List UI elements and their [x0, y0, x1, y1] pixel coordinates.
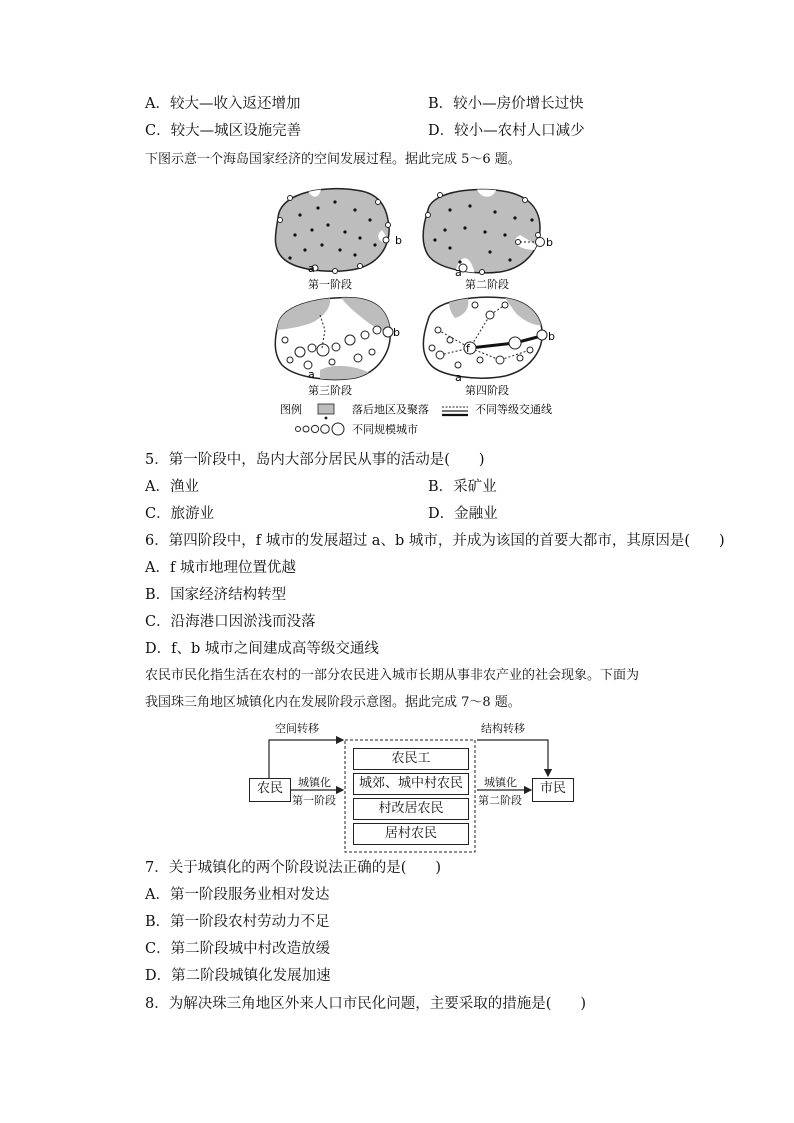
intro-5-6: 下图示意一个海岛国家经济的空间发展过程。据此完成 5～6 题。	[145, 152, 521, 167]
urbanization-flow-figure	[245, 718, 575, 856]
legend-backward-swatch	[318, 404, 334, 414]
q8-stem: 8．为解决珠三角地区外来人口市民化问题，主要采取的措施是( )	[145, 996, 587, 1012]
stage1-label-a: a	[308, 262, 315, 275]
q4-option-c: C．较大—城区设施完善	[145, 123, 302, 139]
legend-city-circles	[296, 423, 345, 435]
q5-stem: 5．第一阶段中，岛内大部分居民从事的活动是( )	[145, 452, 485, 468]
stage4-label-f: f	[466, 342, 470, 355]
q7-stem: 7．关于城镇化的两个阶段说法正确的是( )	[145, 860, 442, 876]
q5-option-d: D．金融业	[428, 506, 498, 522]
q5-option-c: C．旅游业	[145, 506, 215, 522]
box-citizen: 市民	[532, 778, 574, 802]
stage1-title: 第一阶段	[308, 278, 352, 291]
stage4-label-a: a	[455, 371, 462, 384]
stage4-title: 第四阶段	[465, 384, 509, 397]
island-map-svg	[260, 180, 560, 440]
box-resident-farmers: 居村农民	[353, 823, 469, 845]
q6-option-b: B．国家经济结构转型	[145, 587, 287, 603]
q6-stem: 6．第四阶段中，f 城市的发展超过 a、b 城市，并成为该国的首要大都市，其原因是( )	[145, 533, 725, 549]
q5-option-a: A．渔业	[145, 479, 199, 495]
q6-option-d: D．f、b 城市之间建成高等级交通线	[145, 641, 379, 657]
stage1-map	[275, 184, 402, 291]
q4-option-d: D．较小—农村人口减少	[428, 123, 585, 139]
island-development-figure	[260, 180, 560, 440]
stage3-label-a: a	[308, 368, 315, 381]
q6-option-c: C．沿海港口因淤浅而没落	[145, 614, 316, 630]
q4-option-b: B．较小—房价增长过快	[428, 96, 584, 112]
q6-option-a: A．f 城市地理位置优越	[145, 560, 296, 576]
q4-option-a: A．较大—收入返还增加	[145, 96, 301, 112]
box-farmer: 农民	[249, 778, 291, 802]
label-urbanization-1: 城镇化	[298, 776, 331, 789]
map-legend	[280, 402, 552, 436]
legend-transport-label: 不同等级交通线	[475, 403, 552, 416]
label-stage-one: 第一阶段	[292, 794, 336, 807]
q7-option-d: D．第二阶段城镇化发展加速	[145, 968, 331, 984]
intro-7-8-line1: 农民市民化指生活在农村的一部分农民进入城市长期从事非农产业的社会现象。下面为	[145, 668, 640, 683]
q7-option-b: B．第一阶段农村劳动力不足	[145, 914, 330, 930]
q7-option-a: A．第一阶段服务业相对发达	[145, 887, 330, 903]
legend-cities-label: 不同规模城市	[352, 423, 418, 436]
stage3-title: 第三阶段	[308, 384, 352, 397]
label-urbanization-2: 城镇化	[484, 776, 517, 789]
stage2-label-b: b	[546, 236, 553, 249]
stage4-label-b: b	[548, 330, 555, 343]
stage2-label-a: a	[455, 266, 462, 279]
label-stage-two: 第二阶段	[478, 794, 522, 807]
stage3-map	[274, 295, 400, 397]
stage2-title: 第二阶段	[465, 278, 509, 291]
stage4-map	[423, 297, 555, 397]
box-migrant-workers: 农民工	[353, 748, 469, 770]
box-suburban-farmers: 城郊、城中村农民	[353, 773, 469, 795]
q7-option-c: C．第二阶段城中村改造放缓	[145, 941, 331, 957]
q5-option-b: B．采矿业	[428, 479, 497, 495]
intro-7-8-line2: 我国珠三角地区城镇化内在发展阶段示意图。据此完成 7～8 题。	[145, 695, 521, 710]
stage1-label-b: b	[395, 234, 402, 247]
legend-title: 图例	[280, 403, 302, 416]
legend-backward-label: 落后地区及聚落	[352, 403, 429, 416]
box-village-converted-farmers: 村改居农民	[353, 798, 469, 820]
stage3-label-b: b	[393, 326, 400, 339]
label-spatial-transfer: 空间转移	[275, 722, 319, 735]
label-structural-transfer: 结构转移	[481, 722, 525, 735]
stage2-map	[423, 184, 553, 291]
